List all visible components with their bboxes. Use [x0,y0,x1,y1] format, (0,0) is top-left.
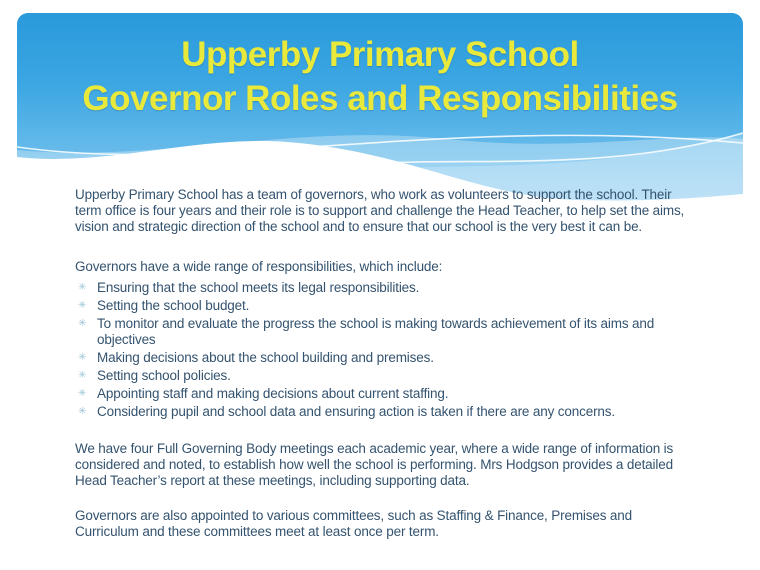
intro-paragraph: Upperby Primary School has a team of governors, who work as volunteers to support the school. Their term office is four years and their role is to support and challenge the Head Teacher, to help set the aims, vision and strategic direction of the school and to ensure that our school is the very best it can be. [75,187,685,234]
list-item [75,350,689,366]
list-item [75,386,689,402]
responsibilities-list-intro: Governors have a wide range of responsibilities, which include: [75,259,443,274]
asterisk-bullet-icon: ✳ [78,282,87,293]
title-line-1: Upperby Primary School [181,35,579,74]
list-item [75,316,689,348]
list-item-text: To monitor and evaluate the progress the school is making towards achievement of its aims and objectives [97,316,655,347]
asterisk-bullet-icon: ✳ [78,370,87,381]
asterisk-bullet-icon: ✳ [78,352,87,363]
list-item-text: Ensuring that the school meets its legal responsibilities. [97,280,420,295]
asterisk-bullet-icon: ✳ [78,388,87,399]
asterisk-bullet-icon: ✳ [78,300,87,311]
list-item-text: Setting the school budget. [97,298,250,313]
asterisk-bullet-icon: ✳ [78,318,87,329]
title-line-2: Governor Roles and Responsibilities [82,79,678,118]
list-item-text: Setting school policies. [97,368,231,383]
asterisk-bullet-icon: ✳ [78,406,87,417]
slide-title [17,13,743,121]
list-item [75,404,689,420]
meetings-paragraph: We have four Full Governing Body meetings each academic year, where a wide range of information is considered and noted, to establish how well the school is performing. Mrs Hodgson provides a detailed Head Teacher’s report at these meetings, including supporting data. [75,441,674,488]
committees-paragraph: Governors are also appointed to various committees, such as Staffing & Finance, Premises and Curriculum and these committees meet at least once per term. [75,508,632,539]
responsibilities-list [75,280,689,420]
list-item [75,280,689,296]
list-item [75,298,689,314]
slide-body [75,187,689,540]
list-item-text: Considering pupil and school data and ensuring action is taken if there are any concerns. [97,404,615,419]
list-item [75,368,689,384]
list-item-text: Making decisions about the school building and premises. [97,350,434,365]
title-banner [17,13,743,213]
list-item-text: Appointing staff and making decisions about current staffing. [97,386,449,401]
